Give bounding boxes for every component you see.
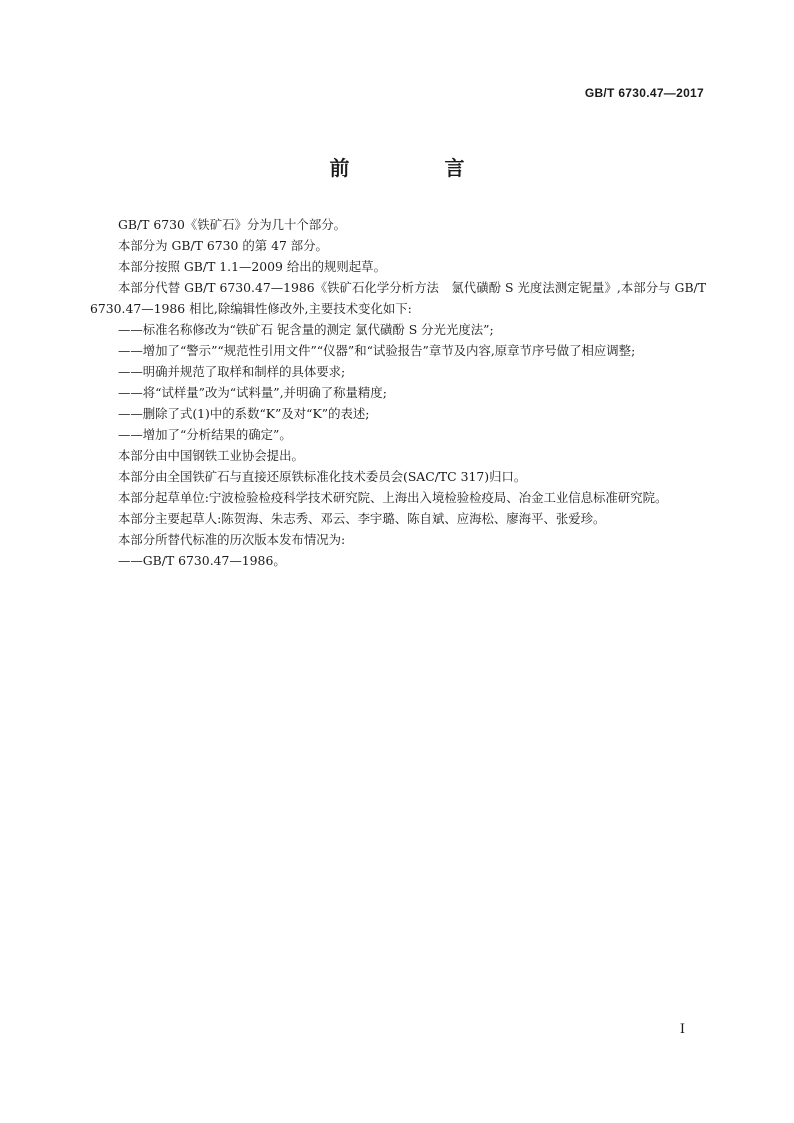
- change-list-item: ——增加了“警示”“规范性引用文件”“仪器”和“试验报告”章节及内容,原章节序号做了相应调整;: [118, 343, 636, 358]
- paragraph: 本部分按照 GB/T 1.1—2009 给出的规则起草。: [118, 259, 386, 274]
- paragraph: 本部分由中国钢铁工业协会提出。: [118, 448, 304, 463]
- change-list-item: ——标准名称修改为“铁矿石 铌含量的测定 氯代磺酚 S 分光光度法”;: [118, 322, 494, 337]
- page-number: I: [679, 1022, 685, 1037]
- change-list-item: ——明确并规范了取样和制样的具体要求;: [118, 364, 346, 379]
- paragraph: 本部分起草单位:宁波检验检疫科学技术研究院、上海出入境检验检疫局、冶金工业信息标准研究院。: [118, 490, 668, 505]
- paragraph: 本部分主要起草人:陈贺海、朱志秀、邓云、李宇璐、陈自斌、应海松、廖海平、张爱珍。: [118, 511, 606, 526]
- change-list-item: ——将“试样量”改为“试料量”,并明确了称量精度;: [118, 385, 387, 400]
- history-list-item: ——GB/T 6730.47—1986。: [118, 553, 286, 568]
- standard-code: GB/T 6730.47—2017: [584, 86, 704, 100]
- paragraph: 本部分代替 GB/T 6730.47—1986《铁矿石化学分析方法 氯代磺酚 S 光度法测定铌量》,本部分与 GB/T 6730.47—1986 相比,除编辑性修改外,主要技术变化如下:: [90, 280, 706, 316]
- paragraph: 本部分所替代标准的历次版本发布情况为:: [118, 532, 346, 547]
- paragraph: 本部分为 GB/T 6730 的第 47 部分。: [118, 238, 328, 253]
- page-title: 前 言: [329, 156, 509, 180]
- change-list-item: ——删除了式(1)中的系数“K”及对“K”的表述;: [118, 406, 370, 421]
- change-list-item: ——增加了“分析结果的确定”。: [118, 427, 292, 442]
- paragraph: 本部分由全国铁矿石与直接还原铁标准化技术委员会(SAC/TC 317)归口。: [118, 469, 527, 484]
- foreword-body: [90, 214, 706, 571]
- paragraph: GB/T 6730《铁矿石》分为几十个部分。: [118, 217, 346, 232]
